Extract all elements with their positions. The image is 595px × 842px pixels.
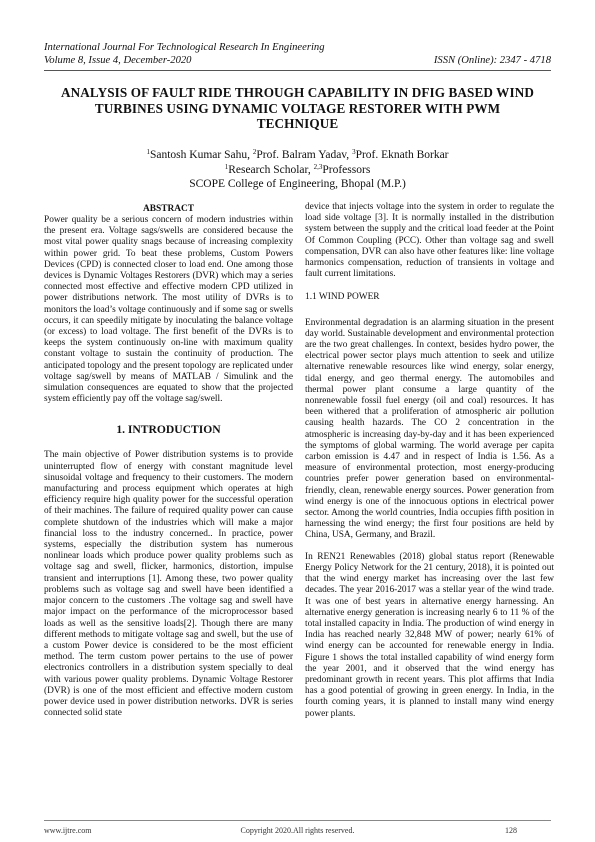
journal-name: International Journal For Technological Research In Engineering bbox=[44, 42, 325, 53]
footer-website: www.ijtre.com bbox=[44, 826, 92, 835]
abstract-text: Power quality be a serious concern of modern industries within the present era. Voltage sags/swells are considered because the most vital power quality snags because of increasing complexity within power grid. To beat these problems, Custom Powers Devices (CPD) is connected closer to load end. One among those devices is Dynamic Voltages Restorers (DVR) which may a series connected most effective and effective modern CPD utilized in power distributions network. The most utility of DVRs is to monitors the load’s voltage continuously and if some sag or swells occurs, it can speedily mitigate by inoculating the balance voltage (or excess) to load voltage. The first benefit of the DVRs is to keeps the system continuously on-line with maximum quality constant voltage to sustain the continuity of production. The anticipated topology and the present topology are replicated under voltage sag/swell by means of MATLAB / Simulink and the simulation consequences are equated to show that the projected system efficiently pay off the voltage sag/swell. bbox=[44, 215, 293, 405]
author-1-mark: 1 bbox=[146, 148, 150, 156]
right-column bbox=[305, 202, 554, 720]
wind-power-paragraph-1: Environmental degradation is an alarming situation in the present day world. Sustainable development and environmental protection are the two great challenges. In context, besides hydro power, the electrical power sector plays much attention to seek and utilize alternative renewable resources like wind energy, solar energy, tidal energy, and geo thermal energy. The automobiles and thermal power plant consume a large quantity of the nonrenewable fossil fuel energy (oil and coal) resources. It has been withered that a proliferation of atmospheric air pollution causing health hazards. The CO 2 concentration in the atmospheric is increasing day-by-day and it has been experienced the symptoms of global warming. The world average per capita carbon emission is 4.47 and in respect of India is 1.56. As a measure of environmental protection, most energy-producing countries prefer power generation based on environmental-friendly, clean, renewable energy sources. Power generation from wind energy is one of the innocuous options in electrical power sector. Among the world countries, India occupies fifth position in harnessing the wind energy; the first four positions are held by China, USA, Germany, and Brazil. bbox=[305, 317, 554, 541]
author-block bbox=[40, 148, 555, 192]
author-names bbox=[40, 148, 555, 163]
footer-copyright: Copyright 2020.All rights reserved. bbox=[240, 826, 355, 835]
introduction-paragraph: The main objective of Power distribution systems is to provide uninterrupted flow of energy with constant magnitude level sinusoidal voltage and frequency to their customers. The modern manufacturing and process equipment which operates at high efficiency require high quality power for the successful operation of their machines. The failure of required quality power can cause complete shutdown of the industries which will make a major financial loss to the industry concerned.. In practice, power systems, especially the distribution system has numerous nonlinear loads which produce power quality problems such as voltage sag and swell, flicker, harmonics, distortion, impulse transient and interruptions [1]. Among these, two power quality problems such as voltage sag and swell have been identified a major concern to the customers .The voltage sag and swell have major impact on the performance of the microprocessor based loads as well as the sensitive loads[2]. Though there are many different methods to mitigate voltage sag and swell, but the use of a custom Power device is considered to be the most efficient method. The term custom power pertains to the use of power electronics controllers in a distribution system specially to deal with various power quality problems. Dynamic Voltage Restorer (DVR) is one of the most efficient and effective modern custom power device used in power distribution networks. DVR is series connected solid state bbox=[44, 450, 293, 719]
introduction-heading: 1. INTRODUCTION bbox=[116, 423, 221, 437]
author-1: Santosh Kumar Sahu, bbox=[149, 149, 253, 161]
wind-power-heading: 1.1 WIND POWER bbox=[305, 292, 380, 303]
title-line-2: TURBINES USING DYNAMIC VOLTAGE RESTORER WITH PWM bbox=[94, 100, 501, 116]
affiliation-roles bbox=[40, 163, 555, 178]
journal-volume-line bbox=[44, 54, 551, 67]
volume-issue: Volume 8, Issue 4, December-2020 bbox=[44, 55, 192, 66]
left-column bbox=[44, 204, 293, 719]
title-line-1: ANALYSIS OF FAULT RIDE THROUGH CAPABILITY IN DFIG BASED WIND bbox=[61, 85, 534, 100]
author-2-mark: 2 bbox=[252, 148, 257, 156]
wind-power-paragraph-2: In REN21 Renewables (2018) global status report (Renewable Energy Policy Network for the 21 century, 2018), it is pointed out that the wind energy market has increasing over the last few decades. The year 2016-2017 was a stellar year of the wind trade. It was one of best years in alternative energy harnessing. An alternative energy generation is increasing nearly 6 to 11 % of the total installed capacity in India. The production of wind energy in India has reached nearly 32,848 MW of power; nearly 61% of wind energy can be accounted for renewable energy in India. Figure 1 shows the total installed capability of wind energy form the year 2001, and it observed that the wind energy has predominant growth in recent years. This plot affirms that India has a good potential of growing in green energy. In India, in the fourth coming years, it is planned to install many wind energy power plants. bbox=[305, 551, 554, 719]
affiliation-2: Professors bbox=[322, 163, 371, 176]
title-line-3: TECHNIQUE bbox=[256, 116, 339, 131]
affiliation-1: Research Scholar, bbox=[228, 163, 314, 176]
abstract-heading: ABSTRACT bbox=[142, 204, 195, 214]
intro-continued-paragraph: device that injects voltage into the system in order to regulate the load side voltage [3]. It is normally installed in the distribution system between the supply and the critical load feeder at the Point Of Common Coupling (PCC). Other than voltage sag and swell compensation, DVR can also have other features like: line voltage harmonics compensation, reduction of transients in voltage and fault current limitations. bbox=[305, 202, 554, 280]
author-3: Prof. Eknath Borkar bbox=[355, 149, 449, 161]
page-number: 128 bbox=[505, 826, 517, 835]
paragraph-gap bbox=[305, 542, 554, 552]
college: SCOPE College of Engineering, Bhopal (M.P.) bbox=[189, 178, 406, 190]
paper-title bbox=[40, 85, 555, 132]
author-2: Prof. Balram Yadav, bbox=[256, 149, 353, 161]
affiliation-1-mark: 1 bbox=[224, 162, 229, 171]
issn: ISSN (Online): 2347 - 4718 bbox=[433, 55, 551, 66]
header-divider bbox=[44, 70, 551, 71]
footer-divider bbox=[44, 820, 551, 821]
affiliation-2-mark: 2,3 bbox=[313, 162, 323, 171]
author-3-mark: 3 bbox=[352, 148, 356, 156]
